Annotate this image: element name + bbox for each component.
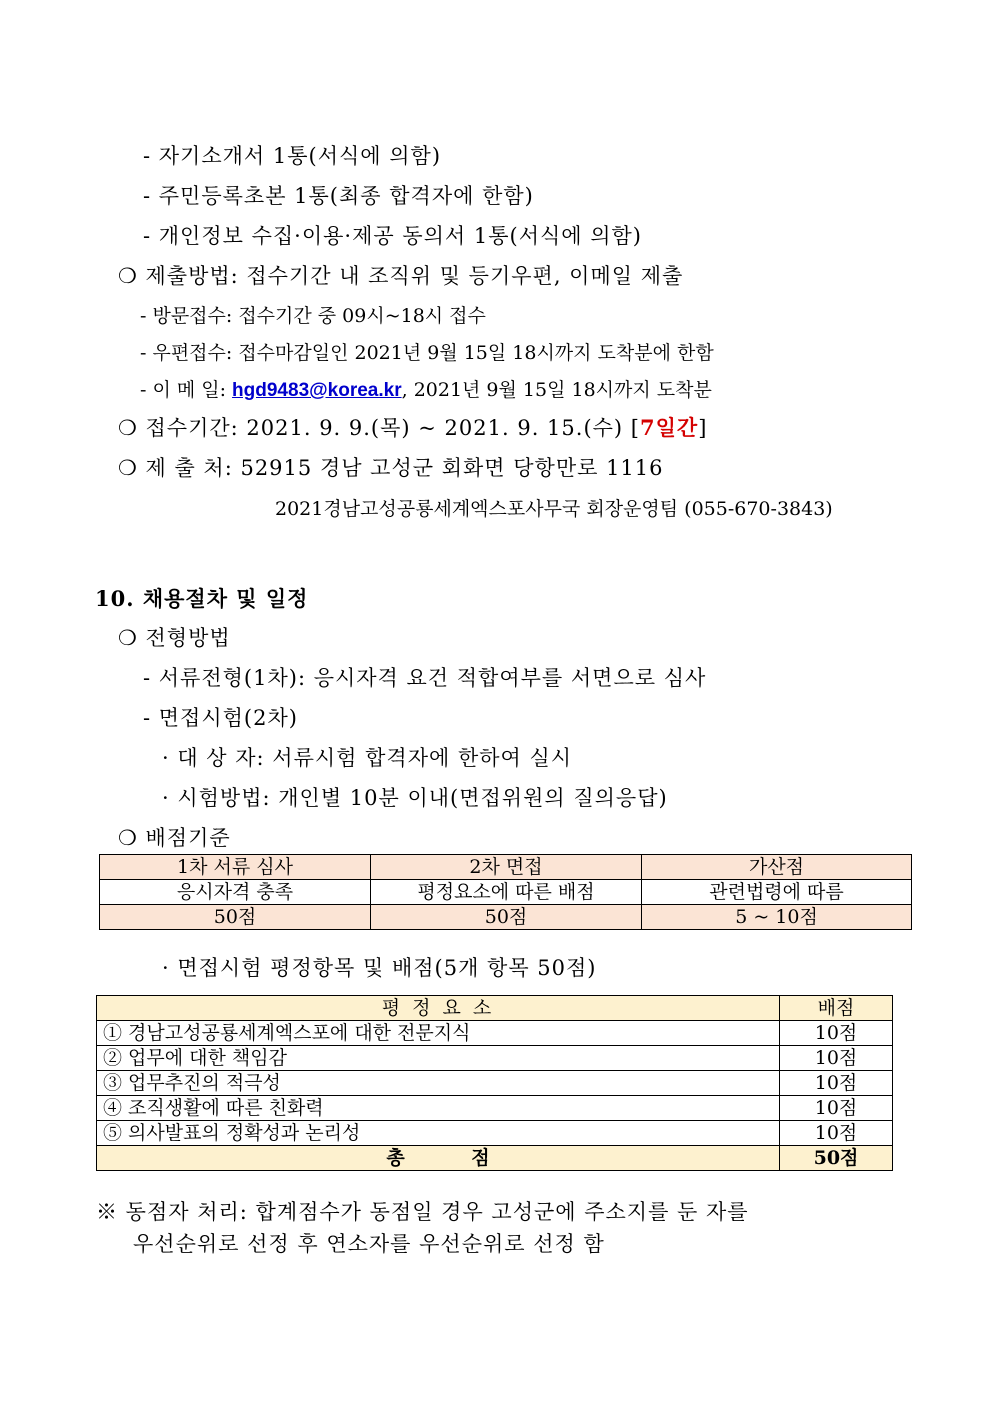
- eval-item: ③ 업무추진의 적극성: [97, 1071, 780, 1096]
- doc-item-resident-record: - 주민등록초본 1통(최종 합격자에 한함): [143, 184, 534, 208]
- interview-exam: - 면접시험(2차): [143, 706, 298, 730]
- submit-post: - 우편접수: 접수마감일인 2021년 9월 15일 18시까지 도착분에 한함: [140, 342, 714, 364]
- table-row: [97, 1121, 893, 1146]
- period-suffix: ]: [698, 416, 708, 440]
- email-link[interactable]: hgd9483@korea.kr: [232, 380, 402, 401]
- score-header-bonus: 가산점: [642, 855, 912, 880]
- eval-item: ① 경남고성공룡세계엑스포에 대한 전문지식: [97, 1021, 780, 1046]
- tie-break-note-continued: 우선순위로 선정 후 연소자를 우선순위로 선정 함: [133, 1232, 605, 1256]
- interview-items-caption: · 면접시험 평정항목 및 배점(5개 항목 50점): [162, 956, 597, 980]
- score-points-interview: 50점: [371, 905, 642, 930]
- score-header-doc: 1차 서류 심사: [100, 855, 371, 880]
- eval-total-score: 50점: [780, 1146, 893, 1171]
- period-highlight: 7일간: [640, 415, 699, 440]
- doc-item-privacy-consent: - 개인정보 수집·이용·제공 동의서 1통(서식에 의함): [143, 224, 643, 248]
- eval-score: 10점: [780, 1121, 893, 1146]
- eval-item: ⑤ 의사발표의 정확성과 논리성: [97, 1121, 780, 1146]
- eval-item: ④ 조직생활에 따른 친화력: [97, 1096, 780, 1121]
- tie-break-note: ※ 동점자 처리: 합계점수가 동점일 경우 고성군에 주소지를 둔 자를: [96, 1200, 749, 1224]
- submit-method: ❍ 제출방법: 접수기간 내 조직위 및 등기우편, 이메일 제출: [118, 264, 684, 288]
- eval-header-score: 배점: [780, 996, 893, 1021]
- submit-period: [118, 412, 707, 442]
- interview-target: · 대 상 자: 서류시험 합격자에 한하여 실시: [162, 746, 573, 770]
- score-criteria-table: [99, 854, 912, 930]
- eval-total-label: 총 점: [97, 1146, 780, 1171]
- submit-email-line: [140, 375, 712, 402]
- scoring-heading: ❍ 배점기준: [118, 826, 231, 850]
- eval-score: 10점: [780, 1071, 893, 1096]
- doc-screening: - 서류전형(1차): 응시자격 요건 적합여부를 서면으로 심사: [143, 666, 707, 690]
- eval-score: 10점: [780, 1096, 893, 1121]
- score-criteria-bonus: 관련법령에 따름: [642, 880, 912, 905]
- score-points-doc: 50점: [100, 905, 371, 930]
- score-points-bonus: 5 ~ 10점: [642, 905, 912, 930]
- email-suffix: , 2021년 9월 15일 18시까지 도착분: [401, 379, 712, 401]
- table-row: [97, 1021, 893, 1046]
- doc-item-self-intro: - 자기소개서 1통(서식에 의함): [143, 144, 442, 168]
- score-criteria-interview: 평정요소에 따른 배점: [371, 880, 642, 905]
- submit-address-office: 2021경남고성공룡세계엑스포사무국 회장운영팀 (055-670-3843): [275, 498, 833, 520]
- eval-item: ② 업무에 대한 책임감: [97, 1046, 780, 1071]
- table-row: [97, 1046, 893, 1071]
- section-10-title: 10. 채용절차 및 일정: [95, 586, 309, 611]
- period-prefix: ❍ 접수기간: 2021. 9. 9.(목) ~ 2021. 9. 15.(수) [: [118, 416, 640, 440]
- submit-address: ❍ 제 출 처: 52915 경남 고성군 회화면 당항만로 1116: [118, 456, 664, 480]
- interview-evaluation-table: [96, 995, 893, 1171]
- eval-header-item: 평 정 요 소: [97, 996, 780, 1021]
- score-criteria-doc: 응시자격 충족: [100, 880, 371, 905]
- interview-method: · 시험방법: 개인별 10분 이내(면접위원의 질의응답): [162, 786, 668, 810]
- eval-score: 10점: [780, 1021, 893, 1046]
- method-heading: ❍ 전형방법: [118, 626, 231, 650]
- submit-visit: - 방문접수: 접수기간 중 09시~18시 접수: [140, 305, 486, 327]
- table-row: [97, 1071, 893, 1096]
- eval-score: 10점: [780, 1046, 893, 1071]
- email-prefix: - 이 메 일:: [140, 379, 233, 401]
- table-row: [97, 1096, 893, 1121]
- score-header-interview: 2차 면접: [371, 855, 642, 880]
